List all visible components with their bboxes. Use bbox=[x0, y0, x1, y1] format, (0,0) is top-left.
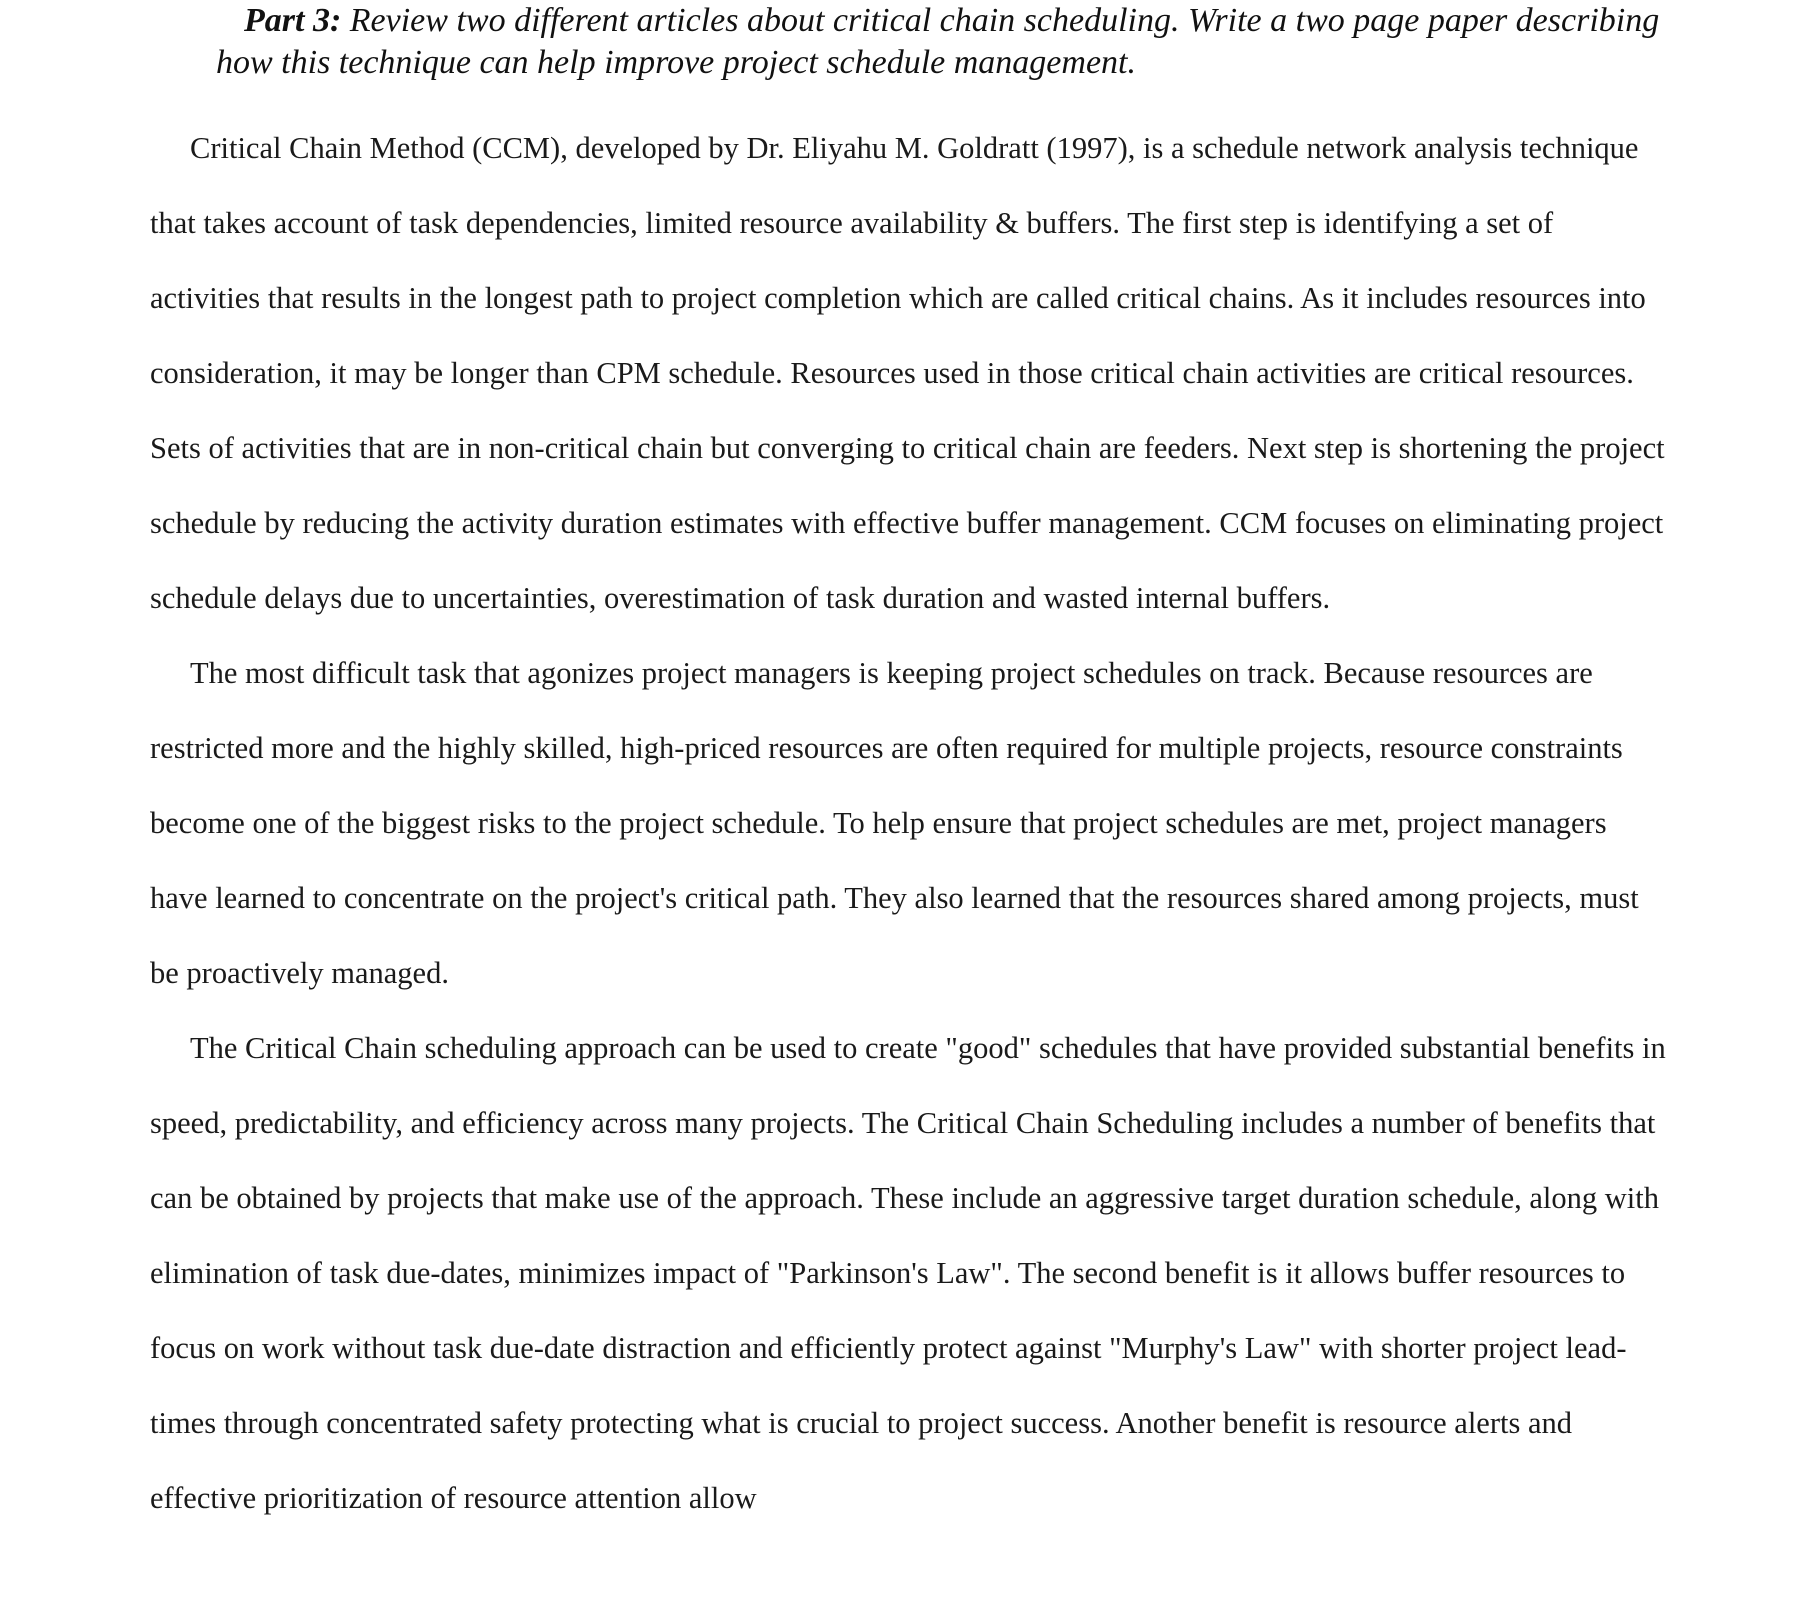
prompt-lead: Part 3: bbox=[244, 2, 342, 39]
paragraph-ccm-benefits: The Critical Chain scheduling approach can be used to create "good" schedules that have provided substantial benefits in speed, predictability, and efficiency across many projects. The Critical Chain Scheduling includes a number of benefits that can be obtained by projects that make use of the approach. These include an aggressive target duration schedule, along with elimination of task due-dates, minimizes impact of "Parkinson's Law". The second benefit is it allows buffer resources to focus on work without task due-date distraction and efficiently protect against "Murphy's Law" with shorter project lead-times through concentrated safety protecting what is crucial to project success. Another benefit is resource alerts and effective prioritization of resource attention allow bbox=[150, 1031, 1666, 1515]
prompt-text: Review two different articles about critical chain scheduling. Write a two page paper describing how this technique can help improve project schedule management. bbox=[216, 2, 1660, 81]
paragraph-ccm-definition: Critical Chain Method (CCM), developed by Dr. Eliyahu M. Goldratt (1997), is a schedule network analysis technique that takes account of task dependencies, limited resource availability & buffers. The first step is identifying a set of activities that results in the longest path to project completion which are called critical chains. As it includes resources into consideration, it may be longer than CPM schedule. Resources used in those critical chain activities are critical resources. Sets of activities that are in non-critical chain but converging to critical chain are feeders. Next step is shortening the project schedule by reducing the activity duration estimates with effective buffer management. CCM focuses on eliminating project schedule delays due to uncertainties, overestimation of task duration and wasted internal buffers. bbox=[150, 131, 1665, 615]
paragraph-schedule-difficulty: The most difficult task that agonizes project managers is keeping project schedules on track. Because resources are restricted more and the highly skilled, high-priced resources are often required for multiple projects, resource constraints become one of the biggest risks to the project schedule. To help ensure that project schedules are met, project managers have learned to concentrate on the project's critical path. They also learned that the resources shared among projects, must be proactively managed. bbox=[150, 656, 1639, 990]
assignment-prompt bbox=[216, 0, 1676, 84]
document-body bbox=[150, 111, 1670, 1536]
